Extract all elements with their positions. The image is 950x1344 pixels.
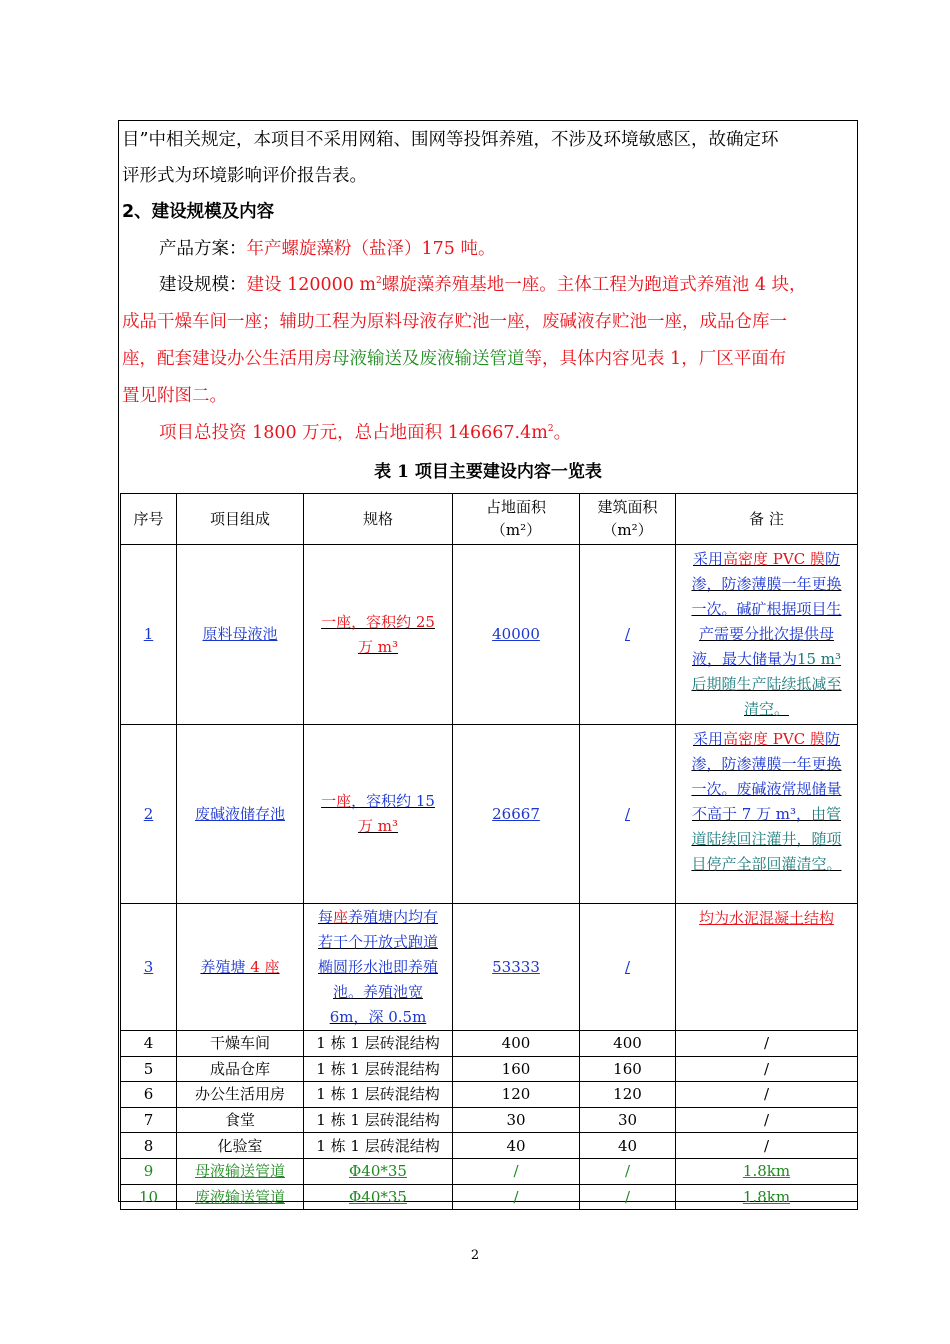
row-land: / <box>453 1158 580 1184</box>
row-no: 10 <box>121 1184 177 1210</box>
row-note: 采用高密度 PVC 膜防渗，防渗薄膜一年更换一次。废碱液常规储量不高于 7 万 m³，由管道陆续回注灌井，随项目停产全部回灌清空。 <box>676 725 858 904</box>
row-build: / <box>580 545 676 725</box>
table-row <box>121 1107 858 1133</box>
table-row <box>121 1056 858 1082</box>
row-no: 1 <box>121 545 177 725</box>
row-build: 120 <box>580 1082 676 1108</box>
scale-label: 建设规模： <box>159 275 247 295</box>
row-no: 6 <box>121 1082 177 1108</box>
scale-line-1 <box>122 267 856 303</box>
row-component: 废液输送管道 <box>177 1184 304 1210</box>
table-row <box>121 904 858 1031</box>
header-land-area: 占地面积 （m²） <box>453 494 580 545</box>
row-spec: 1 栋 1 层砖混结构 <box>304 1107 453 1133</box>
row-land: 120 <box>453 1082 580 1108</box>
scale-line-4: 置见附图二。 <box>122 386 227 406</box>
table-row <box>121 545 858 725</box>
row-build: 40 <box>580 1133 676 1159</box>
table-row <box>121 1184 858 1210</box>
row-build: / <box>580 1158 676 1184</box>
row-note: 1.8km <box>676 1184 858 1210</box>
row-component: 食堂 <box>177 1107 304 1133</box>
table-row <box>121 725 858 904</box>
row-land: / <box>453 1184 580 1210</box>
scale-text-3c: 等，具体内容见表 1，厂区平面布 <box>524 349 787 369</box>
invest-text-a: 项目总投资 1800 万元，总占地面积 146667.4m <box>159 423 548 443</box>
row-spec: 1 栋 1 层砖混结构 <box>304 1082 453 1108</box>
header-build-area: 建筑面积 （m²） <box>580 494 676 545</box>
page-number: 2 <box>470 1248 480 1263</box>
invest-text-b: 。 <box>553 423 572 443</box>
row-note: 1.8km <box>676 1158 858 1184</box>
row-note: / <box>676 1056 858 1082</box>
product-plan <box>122 231 856 267</box>
row-note: 均为水泥混凝土结构 <box>676 904 858 1031</box>
section-heading: 2、建设规模及内容 <box>122 202 275 222</box>
row-build: 30 <box>580 1107 676 1133</box>
intro-line-2: 评形式为环境影响评价报告表。 <box>122 166 367 186</box>
table-row <box>121 1158 858 1184</box>
table-row <box>121 1133 858 1159</box>
row-land: 53333 <box>453 904 580 1031</box>
row-note: / <box>676 1107 858 1133</box>
row-land: 26667 <box>453 725 580 904</box>
row-spec: 一座，容积约 25 万 m³ <box>304 545 453 725</box>
row-land: 400 <box>453 1031 580 1057</box>
row-land: 40000 <box>453 545 580 725</box>
row-no: 4 <box>121 1031 177 1057</box>
table-header-row <box>121 494 858 545</box>
row-note: / <box>676 1082 858 1108</box>
row-build: / <box>580 904 676 1031</box>
row-build: / <box>580 725 676 904</box>
scale-line-3 <box>122 341 856 377</box>
row-no: 2 <box>121 725 177 904</box>
table-row <box>121 1031 858 1057</box>
row-component: 化验室 <box>177 1133 304 1159</box>
product-value: 年产螺旋藻粉（盐泽）175 吨。 <box>246 239 496 259</box>
header-no: 序号 <box>121 494 177 545</box>
row-component: 母液输送管道 <box>177 1158 304 1184</box>
scale-text-3a: 座，配套建设办公生活用房 <box>122 349 332 369</box>
row-note: / <box>676 1031 858 1057</box>
row-spec: 1 栋 1 层砖混结构 <box>304 1056 453 1082</box>
row-land: 40 <box>453 1133 580 1159</box>
row-no: 7 <box>121 1107 177 1133</box>
construction-table <box>120 493 858 1210</box>
row-build: 160 <box>580 1056 676 1082</box>
row-spec: Φ40*35 <box>304 1184 453 1210</box>
row-no: 3 <box>121 904 177 1031</box>
intro-line-1: 目”中相关规定，本项目不采用网箱、围网等投饵养殖，不涉及环境敏感区，故确定环 <box>122 130 779 150</box>
row-note: 采用高密度 PVC 膜防渗，防渗薄膜一年更换一次。碱矿根据项目生产需要分批次提供母液，最大储量为15 m³后期随生产陆续抵减至清空。 <box>676 545 858 725</box>
invest-sup: 2 <box>547 424 554 435</box>
row-component: 废碱液储存池 <box>177 725 304 904</box>
table-row <box>121 1082 858 1108</box>
scale-text-1b: 螺旋藻养殖基地一座。主体工程为跑道式养殖池 4 块， <box>381 275 807 295</box>
table-title: 表 1 项目主要建设内容一览表 <box>374 462 602 482</box>
header-component: 项目组成 <box>177 494 304 545</box>
row-spec: 每座养殖塘内均有若干个开放式跑道椭圆形水池即养殖池。养殖池宽 6m，深 0.5m <box>304 904 453 1031</box>
row-build: 400 <box>580 1031 676 1057</box>
row-spec: 一座，容积约 15 万 m³ <box>304 725 453 904</box>
scale-line-2: 成品干燥车间一座；辅助工程为原料母液存贮池一座，废碱液存贮池一座，成品仓库一 <box>122 312 787 332</box>
row-land: 30 <box>453 1107 580 1133</box>
row-component: 原料母液池 <box>177 545 304 725</box>
scale-text-1a: 建设 120000 m <box>246 275 377 295</box>
row-component: 办公生活用房 <box>177 1082 304 1108</box>
row-no: 5 <box>121 1056 177 1082</box>
row-spec: 1 栋 1 层砖混结构 <box>304 1133 453 1159</box>
row-land: 160 <box>453 1056 580 1082</box>
row-no: 9 <box>121 1158 177 1184</box>
investment-line <box>122 415 856 451</box>
row-component: 干燥车间 <box>177 1031 304 1057</box>
row-note: / <box>676 1133 858 1159</box>
row-spec: 1 栋 1 层砖混结构 <box>304 1031 453 1057</box>
row-spec: Φ40*35 <box>304 1158 453 1184</box>
header-note: 备 注 <box>676 494 858 545</box>
row-component: 成品仓库 <box>177 1056 304 1082</box>
row-no: 8 <box>121 1133 177 1159</box>
row-component: 养殖塘 4 座 <box>177 904 304 1031</box>
row-build: / <box>580 1184 676 1210</box>
product-label: 产品方案： <box>159 239 247 259</box>
header-spec: 规格 <box>304 494 453 545</box>
scale-sup: 2 <box>376 276 382 287</box>
scale-text-3b: 母液输送及废液输送管道 <box>332 349 525 369</box>
